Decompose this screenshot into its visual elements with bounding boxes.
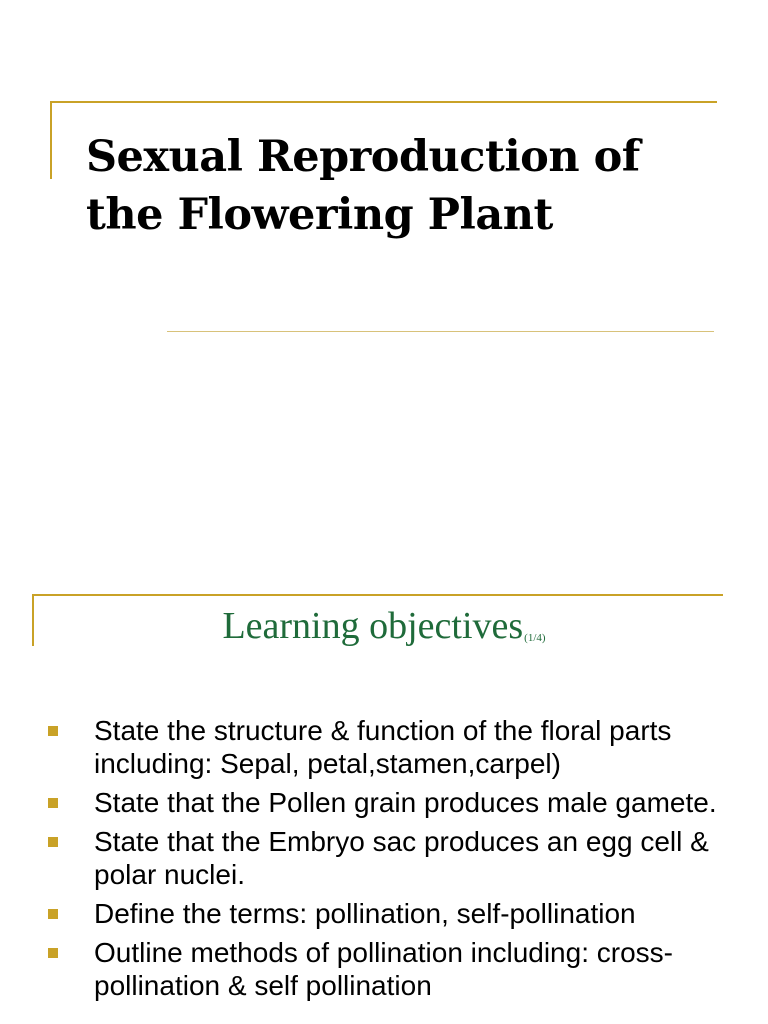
objectives-page-indicator: (1/4) [524, 632, 546, 644]
list-item-text: State that the Embryo sac produces an egg cell & polar nuclei. [94, 826, 709, 890]
list-item [0, 714, 768, 780]
objectives-heading-text: Learning objectives [222, 605, 524, 647]
square-bullet-icon [48, 798, 58, 808]
list-item [0, 936, 768, 1002]
objectives-slide-top-rule [32, 594, 723, 596]
list-item [0, 825, 768, 891]
list-item-text: State that the Pollen grain produces male gamete. [94, 787, 717, 818]
presentation-title: Sexual Reproduction of the Flowering Plant [86, 132, 640, 240]
objectives-list [0, 714, 768, 1008]
square-bullet-icon [48, 948, 58, 958]
list-item [0, 897, 768, 930]
list-item-text: State the structure & function of the floral parts including: Sepal, petal,stamen,carpel) [94, 715, 672, 779]
title-slide-bottom-rule [167, 331, 714, 332]
square-bullet-icon [48, 726, 58, 736]
list-item [0, 786, 768, 819]
list-item-text: Define the terms: pollination, self-pollination [94, 898, 636, 929]
square-bullet-icon [48, 909, 58, 919]
title-slide-top-rule [50, 101, 717, 103]
objectives-heading [0, 600, 768, 661]
title-slide-left-rule [50, 101, 52, 179]
square-bullet-icon [48, 837, 58, 847]
list-item-text: Outline methods of pollination including: cross-pollination & self pollination [94, 937, 673, 1001]
